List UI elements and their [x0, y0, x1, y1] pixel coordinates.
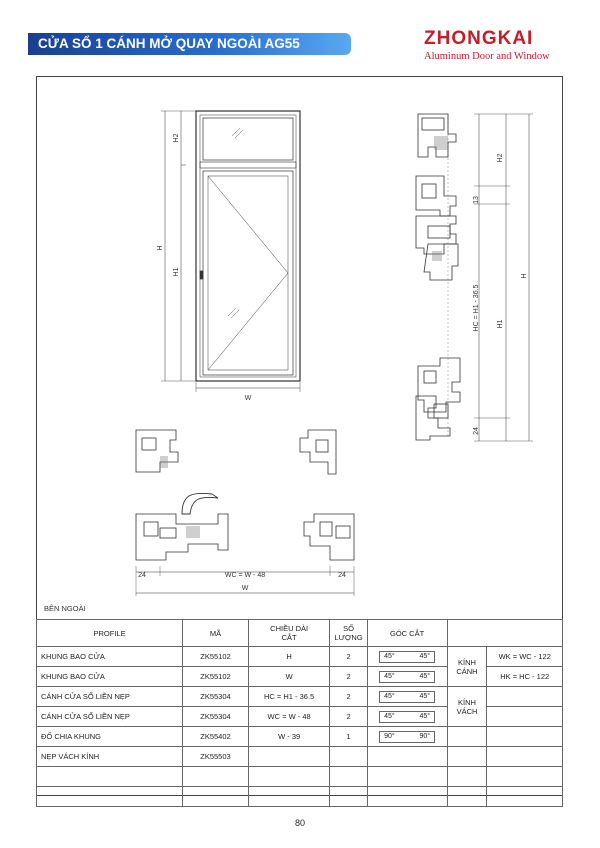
brand-name: ZHONGKAI: [424, 28, 534, 49]
angle-box: 45° 45°: [379, 691, 435, 703]
sec-h2-label: H2: [497, 153, 504, 163]
table-header-row: [37, 620, 563, 647]
outside-label: BÊN NGOÀI: [44, 604, 86, 613]
page-title: CỬA SỔ 1 CÁNH MỞ QUAY NGOÀI AG55: [38, 36, 300, 51]
kinh-vach-label: KÍNH VÁCH: [447, 687, 487, 727]
table-row: ĐỐ CHIA KHUNG ZK55402 W - 39 1 90° 90°: [37, 727, 563, 747]
table-row: NẸP VÁCH KÍNH ZK55503: [37, 747, 563, 767]
table-row: [37, 787, 563, 807]
elev-w-label: W: [244, 395, 252, 402]
header-length: CHIỀU DÀI CẮT: [248, 620, 330, 647]
header-empty: [447, 620, 562, 647]
brand-logo: [424, 28, 569, 62]
sec-hc-label: HC = H1 - 36.5: [473, 284, 480, 332]
table-row: KHUNG BAO CỬA ZK55102 H 2 45° 45° KÍNH CÁNH WK = WC - 122: [37, 647, 563, 667]
elev-h2-label: H2: [173, 133, 180, 143]
angle-box: 90° 90°: [379, 731, 435, 743]
angle-box: 45° 45°: [379, 671, 435, 683]
mullion-sections: [136, 430, 336, 474]
table-row: KHUNG BAO CỬA ZK55102 W 2 45° 45° HK = HC - 122: [37, 667, 563, 687]
sec-13-label: 13: [473, 196, 480, 204]
table-row: CÁNH CỬA SỔ LIỀN NẸP ZK55304 WC = W - 48 2 45° 45°: [37, 707, 563, 727]
plan-24-right-label: 24: [338, 572, 346, 579]
window-elevation: [161, 111, 300, 392]
sec-h-label: H: [521, 273, 528, 279]
vertical-section: [416, 114, 533, 441]
elev-h1-label: H1: [173, 267, 180, 277]
sec-24-label: 24: [473, 427, 480, 435]
plan-section: [136, 493, 354, 596]
sec-h1-label: H1: [497, 319, 504, 329]
angle-box: 45° 45°: [379, 711, 435, 723]
table-row: CÁNH CỬA SỔ LIỀN NẸP ZK55304 HC = H1 - 36.5 2 45° 45° KÍNH VÁCH: [37, 687, 563, 707]
page-number: 80: [294, 818, 305, 828]
kinh-canh-label: KÍNH CÁNH: [447, 647, 487, 687]
technical-drawing: [36, 76, 563, 616]
plan-wc-label: WC = W - 48: [224, 572, 266, 579]
header-qty: SỐ LƯỢNG: [330, 620, 367, 647]
header-profile: PROFILE: [37, 620, 183, 647]
cutting-table: [36, 619, 563, 807]
header-angle: GÓC CẮT: [367, 620, 447, 647]
hk-formula: HK = HC - 122: [487, 667, 563, 687]
angle-box: 45° 45°: [379, 651, 435, 663]
plan-w-label: W: [241, 585, 249, 592]
brand-subtitle: Aluminum Door and Window: [424, 51, 550, 62]
title-banner: [28, 33, 351, 55]
header-ma: MÃ: [183, 620, 249, 647]
elev-h-label: H: [157, 245, 164, 251]
wk-formula: WK = WC - 122: [487, 647, 563, 667]
table-row: [37, 767, 563, 787]
plan-24-left-label: 24: [138, 572, 146, 579]
